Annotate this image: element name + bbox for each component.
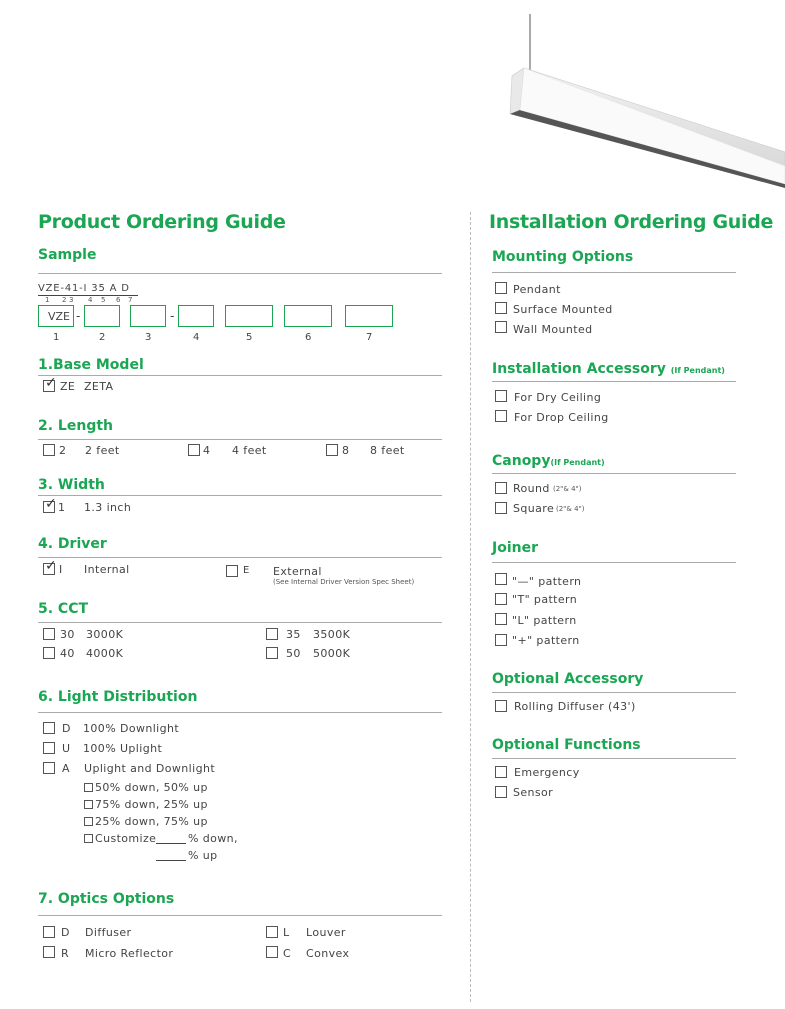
joiner-heading: Joiner — [492, 540, 538, 556]
joiner-label: "+" pattern — [512, 634, 580, 647]
accessory-label: For Dry Ceiling — [514, 391, 602, 404]
optics-label: Louver — [306, 926, 346, 939]
base-model-checkbox[interactable] — [43, 375, 57, 392]
driver-label: External — [273, 565, 322, 578]
divider — [492, 562, 736, 563]
code-index: 5 — [101, 296, 106, 304]
code-box-value: VZE — [48, 310, 71, 323]
optics-label: Convex — [306, 947, 350, 960]
optics-checkbox[interactable] — [266, 946, 278, 958]
canopy-heading — [492, 453, 605, 469]
ratio-label: 75% down, 25% up — [95, 798, 208, 811]
canopy-heading-text: Canopy — [492, 453, 551, 469]
optional-accessory-label: Rolling Diffuser (43') — [514, 700, 636, 713]
customize-checkbox[interactable] — [84, 834, 93, 843]
code-index: 4 — [88, 296, 93, 304]
customize-down-field[interactable] — [156, 843, 186, 844]
canopy-note: (2"& 4") — [553, 485, 582, 493]
canopy-label: Round — [513, 482, 550, 495]
optics-code: C — [283, 947, 292, 960]
cct-label: 4000K — [86, 647, 124, 660]
divider — [38, 375, 442, 376]
divider — [38, 915, 442, 916]
joiner-label: "—" pattern — [512, 575, 582, 588]
divider — [38, 557, 442, 558]
box-number: 2 — [99, 332, 106, 343]
light-distribution-checkbox[interactable] — [43, 742, 55, 754]
code-index: 6 — [116, 296, 121, 304]
cct-code: 35 — [286, 628, 301, 641]
divider — [38, 495, 442, 496]
joiner-checkbox[interactable] — [495, 613, 507, 625]
code-box-6[interactable] — [284, 305, 332, 327]
customize-up-field[interactable] — [156, 860, 186, 861]
code-box-5[interactable] — [225, 305, 273, 327]
length-label: 8 feet — [370, 444, 405, 457]
fixture-image — [500, 14, 785, 194]
code-index: 7 — [128, 296, 133, 304]
box-number: 1 — [53, 332, 60, 343]
divider — [38, 712, 442, 713]
optional-functions-heading: Optional Functions — [492, 737, 641, 753]
box-number: 3 — [145, 332, 152, 343]
length-heading: 2. Length — [38, 418, 113, 434]
light-distribution-heading: 6. Light Distribution — [38, 689, 198, 705]
length-code: 8 — [342, 444, 350, 457]
optics-checkbox[interactable] — [266, 926, 278, 938]
light-distribution-label: 100% Downlight — [83, 722, 180, 735]
divider — [38, 273, 442, 274]
mounting-label: Surface Mounted — [513, 303, 613, 316]
light-distribution-code: U — [62, 742, 71, 755]
driver-code: I — [59, 563, 63, 576]
accessory-heading — [492, 361, 725, 377]
optional-functions-checkbox[interactable] — [495, 766, 507, 778]
mounting-label: Wall Mounted — [513, 323, 593, 336]
cct-label: 3500K — [313, 628, 351, 641]
optional-functions-label: Sensor — [513, 786, 554, 799]
ratio-checkbox[interactable] — [84, 800, 93, 809]
driver-label: Internal — [84, 563, 130, 576]
optics-checkbox[interactable] — [43, 946, 55, 958]
page-title: Product Ordering Guide — [38, 211, 286, 233]
divider — [492, 381, 736, 382]
driver-checkbox[interactable] — [226, 565, 238, 577]
driver-checkbox[interactable] — [43, 558, 57, 575]
optics-code: D — [61, 926, 70, 939]
box-number: 6 — [305, 332, 312, 343]
width-checkbox[interactable] — [43, 496, 57, 513]
accessory-label: For Drop Ceiling — [514, 411, 609, 424]
optional-accessory-heading: Optional Accessory — [492, 671, 644, 687]
check-icon: ✓ — [45, 496, 57, 512]
optics-checkbox[interactable] — [43, 926, 55, 938]
column-divider — [470, 212, 471, 1002]
light-distribution-label: 100% Uplight — [83, 742, 163, 755]
cct-label: 3000K — [86, 628, 124, 641]
mounting-label: Pendant — [513, 283, 561, 296]
base-model-heading: 1.Base Model — [38, 357, 144, 373]
joiner-checkbox[interactable] — [495, 573, 507, 585]
box-number: 4 — [193, 332, 200, 343]
optional-functions-label: Emergency — [514, 766, 580, 779]
driver-code: E — [243, 565, 250, 576]
mounting-checkbox[interactable] — [495, 321, 507, 333]
optics-code: L — [283, 926, 290, 939]
cct-code: 40 — [60, 647, 75, 660]
canopy-heading-note: (If Pendant) — [550, 458, 605, 467]
light-distribution-code: A — [62, 762, 70, 775]
width-code: 1 — [58, 501, 66, 514]
optional-functions-checkbox[interactable] — [495, 786, 507, 798]
cct-label: 5000K — [313, 647, 351, 660]
check-icon: ✓ — [45, 558, 57, 574]
optics-label: Micro Reflector — [85, 947, 174, 960]
width-label: 1.3 inch — [84, 501, 132, 514]
driver-heading: 4. Driver — [38, 536, 107, 552]
cct-checkbox[interactable] — [43, 647, 55, 659]
joiner-label: "L" pattern — [512, 614, 577, 627]
sample-heading: Sample — [38, 247, 97, 263]
mounting-heading: Mounting Options — [492, 249, 634, 265]
light-distribution-checkbox[interactable] — [43, 762, 55, 774]
code-index: 3 — [69, 296, 74, 304]
accessory-heading-note: (If Pendant) — [670, 366, 725, 375]
divider — [492, 473, 736, 474]
ratio-label: 50% down, 50% up — [95, 781, 208, 794]
light-distribution-code: D — [62, 722, 71, 735]
optional-accessory-checkbox[interactable] — [495, 700, 507, 712]
customize-up-label: % up — [188, 849, 218, 862]
code-box-4[interactable] — [178, 305, 214, 327]
length-label: 4 feet — [232, 444, 267, 457]
accessory-checkbox[interactable] — [495, 390, 507, 402]
cct-checkbox[interactable] — [266, 628, 278, 640]
ratio-checkbox[interactable] — [84, 817, 93, 826]
length-checkbox[interactable] — [188, 444, 200, 456]
canopy-label: Square — [513, 502, 555, 515]
optics-heading: 7. Optics Options — [38, 891, 175, 907]
canopy-checkbox[interactable] — [495, 482, 507, 494]
cct-checkbox[interactable] — [43, 628, 55, 640]
divider — [38, 622, 442, 623]
accessory-checkbox[interactable] — [495, 410, 507, 422]
divider — [492, 272, 736, 273]
width-heading: 3. Width — [38, 477, 105, 493]
code-box-7[interactable] — [345, 305, 393, 327]
code-index: 1 — [45, 296, 50, 304]
installation-title: Installation Ordering Guide — [489, 211, 774, 233]
optics-code: R — [61, 947, 70, 960]
joiner-checkbox[interactable] — [495, 634, 507, 646]
driver-note: (See Internal Driver Version Spec Sheet) — [273, 578, 415, 586]
customize-down-label: % down, — [188, 832, 238, 845]
light-distribution-checkbox[interactable] — [43, 722, 55, 734]
code-box-2[interactable] — [84, 305, 120, 327]
length-code: 4 — [203, 444, 211, 457]
optics-label: Diffuser — [85, 926, 132, 939]
joiner-label: "T" pattern — [512, 593, 578, 606]
dash: - — [76, 309, 81, 323]
ratio-checkbox[interactable] — [84, 783, 93, 792]
divider — [38, 439, 442, 440]
cct-checkbox[interactable] — [266, 647, 278, 659]
code-box-3[interactable] — [130, 305, 166, 327]
cct-code: 50 — [286, 647, 301, 660]
canopy-note: (2"& 4") — [556, 505, 585, 513]
accessory-heading-text: Installation Accessory — [492, 361, 666, 377]
ratio-label: 25% down, 75% up — [95, 815, 208, 828]
mounting-checkbox[interactable] — [495, 302, 507, 314]
code-index: 2 — [62, 296, 67, 304]
check-icon: ✓ — [45, 375, 57, 391]
length-checkbox[interactable] — [326, 444, 338, 456]
dash: - — [170, 309, 175, 323]
code-box-1[interactable] — [38, 305, 74, 327]
length-checkbox[interactable] — [43, 444, 55, 456]
mounting-checkbox[interactable] — [495, 282, 507, 294]
customize-label: Customize — [95, 832, 157, 845]
canopy-checkbox[interactable] — [495, 502, 507, 514]
sample-code: VZE-41-I 35 A D — [38, 283, 130, 294]
cct-heading: 5. CCT — [38, 601, 89, 617]
divider — [492, 692, 736, 693]
divider — [492, 758, 736, 759]
base-model-code: ZE — [60, 380, 76, 393]
length-code: 2 — [59, 444, 67, 457]
cct-code: 30 — [60, 628, 75, 641]
box-number: 7 — [366, 332, 373, 343]
length-label: 2 feet — [85, 444, 120, 457]
base-model-label: ZETA — [84, 380, 114, 393]
box-number: 5 — [246, 332, 253, 343]
joiner-checkbox[interactable] — [495, 593, 507, 605]
light-distribution-label: Uplight and Downlight — [84, 762, 216, 775]
